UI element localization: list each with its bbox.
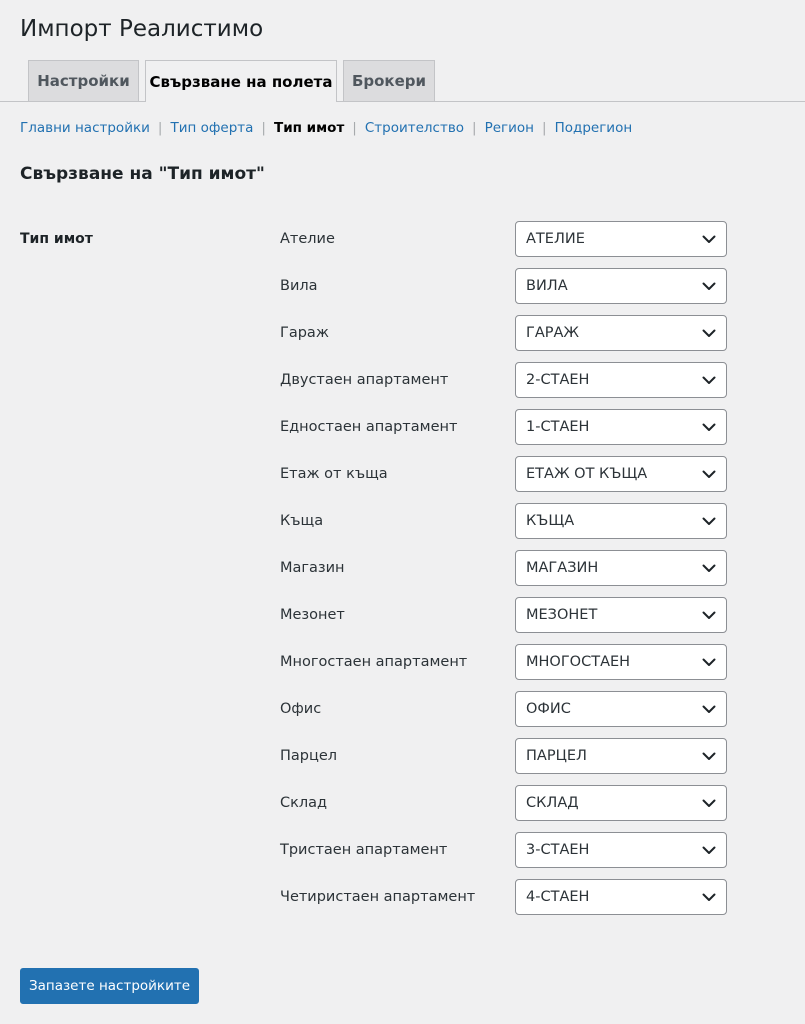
mapping-label: Четиристаен апартамент [280, 889, 476, 905]
chevron-down-icon [702, 563, 716, 573]
mapping-select[interactable] [515, 597, 727, 633]
mapping-label: Тристаен апартамент [280, 842, 448, 858]
subnav-construction[interactable]: Строителство [364, 120, 465, 136]
mapping-row [280, 644, 727, 680]
save-settings-button[interactable]: Запазете настройките [20, 968, 199, 1004]
chevron-down-icon [702, 234, 716, 244]
chevron-down-icon [702, 798, 716, 808]
mapping-row [280, 785, 727, 821]
mapping-select[interactable] [515, 691, 727, 727]
mapping-row [280, 879, 727, 915]
mapping-label: Магазин [280, 560, 345, 576]
mapping-select[interactable] [515, 221, 727, 257]
mapping-label: Вила [280, 278, 318, 294]
subnav-separator: | [261, 120, 266, 136]
mapping-select[interactable] [515, 362, 727, 398]
mapping-select[interactable] [515, 832, 727, 868]
mapping-select[interactable] [515, 738, 727, 774]
mapping-selected-value: АТЕЛИЕ [526, 231, 585, 247]
sub-navigation [20, 118, 632, 138]
mapping-label: Парцел [280, 748, 338, 764]
mapping-row [280, 832, 727, 868]
mapping-label: Къща [280, 513, 324, 529]
mapping-selected-value: СКЛАД [526, 795, 579, 811]
mapping-selected-value: ОФИС [526, 701, 571, 717]
tab-field-mapping[interactable]: Свързване на полета [145, 60, 337, 102]
mapping-selected-value: ЕТАЖ ОТ КЪЩА [526, 466, 648, 482]
mapping-select[interactable] [515, 879, 727, 915]
mapping-select[interactable] [515, 456, 727, 492]
chevron-down-icon [702, 892, 716, 902]
page-title: Импорт Реалистимо [20, 16, 264, 42]
mapping-select[interactable] [515, 503, 727, 539]
mapping-select[interactable] [515, 409, 727, 445]
subnav-separator: | [157, 120, 163, 136]
mapping-label: Многостаен апартамент [280, 654, 468, 670]
mapping-selected-value: 2-СТАЕН [526, 372, 590, 388]
chevron-down-icon [702, 610, 716, 620]
mapping-row [280, 738, 727, 774]
section-title: Свързване на "Тип имот" [20, 164, 265, 184]
tab-settings[interactable]: Настройки [28, 60, 139, 101]
mapping-selected-value: ГАРАЖ [526, 325, 580, 341]
tab-brokers[interactable]: Брокери [343, 60, 435, 101]
subnav-separator: | [352, 120, 357, 136]
chevron-down-icon [702, 516, 716, 526]
mapping-row [280, 409, 727, 445]
mapping-select[interactable] [515, 550, 727, 586]
mapping-selected-value: ВИЛА [526, 278, 568, 294]
mapping-selected-value: КЪЩА [526, 513, 575, 529]
mapping-row [280, 503, 727, 539]
mapping-label: Склад [280, 795, 328, 811]
subnav-separator: | [542, 120, 547, 136]
mapping-row [280, 315, 727, 351]
chevron-down-icon [702, 328, 716, 338]
subnav-main-settings[interactable]: Главни настройки [20, 120, 150, 136]
chevron-down-icon [702, 281, 716, 291]
chevron-down-icon [702, 422, 716, 432]
mapping-selected-value: ПАРЦЕЛ [526, 748, 587, 764]
mapping-selected-value: 3-СТАЕН [526, 842, 590, 858]
mapping-row [280, 691, 727, 727]
mapping-selected-value: МЕЗОНЕТ [526, 607, 598, 623]
chevron-down-icon [702, 469, 716, 479]
subnav-region[interactable]: Регион [484, 120, 535, 136]
chevron-down-icon [702, 845, 716, 855]
mapping-select[interactable] [515, 315, 727, 351]
mapping-row [280, 550, 727, 586]
subnav-separator: | [472, 120, 477, 136]
mapping-row [280, 597, 727, 633]
mapping-select[interactable] [515, 644, 727, 680]
chevron-down-icon [702, 751, 716, 761]
mapping-selected-value: 4-СТАЕН [526, 889, 590, 905]
mapping-selected-value: 1-СТАЕН [526, 419, 590, 435]
subnav-property-type: Тип имот [273, 120, 345, 136]
mapping-label: Ателие [280, 231, 335, 247]
mapping-selected-value: МАГАЗИН [526, 560, 599, 576]
chevron-down-icon [702, 657, 716, 667]
mapping-label: Етаж от къща [280, 466, 388, 482]
mapping-label: Двустаен апартамент [280, 372, 449, 388]
mapping-row [280, 221, 727, 257]
chevron-down-icon [702, 704, 716, 714]
mapping-select[interactable] [515, 268, 727, 304]
mapping-row [280, 362, 727, 398]
mapping-selected-value: МНОГОСТАЕН [526, 654, 631, 670]
mapping-label: Офис [280, 701, 322, 717]
subnav-subregion[interactable]: Подрегион [554, 120, 633, 136]
mapping-row [280, 456, 727, 492]
mapping-select[interactable] [515, 785, 727, 821]
row-label: Тип имот [20, 231, 93, 247]
mapping-label: Едностаен апартамент [280, 419, 458, 435]
chevron-down-icon [702, 375, 716, 385]
mapping-row [280, 268, 727, 304]
subnav-offer-type[interactable]: Тип оферта [170, 120, 254, 136]
tab-bar [0, 60, 805, 102]
mapping-label: Мезонет [280, 607, 345, 623]
mapping-label: Гараж [280, 325, 329, 341]
